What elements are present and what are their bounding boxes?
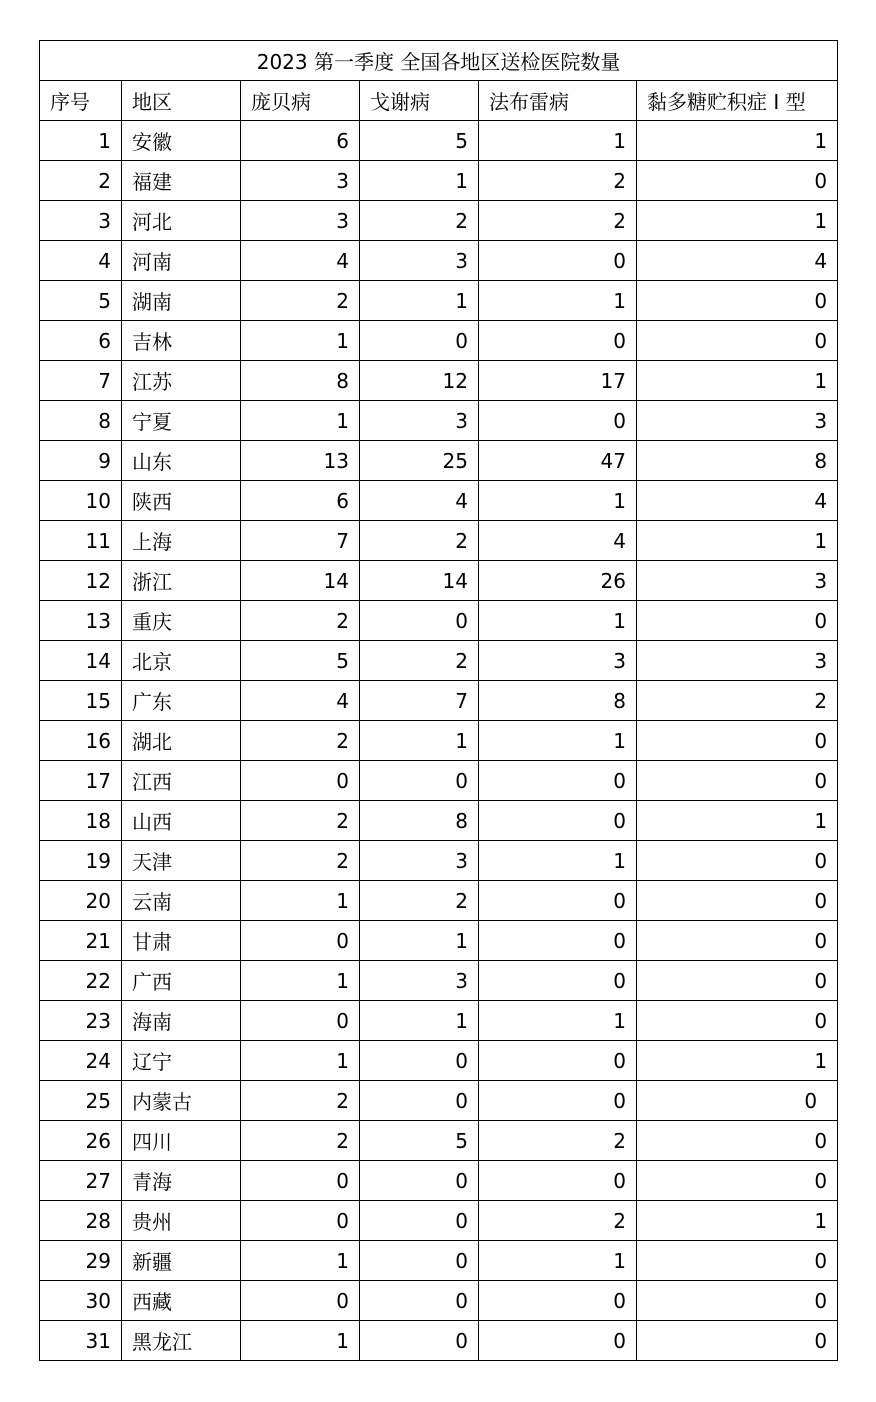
cell-gaucher: 3 bbox=[360, 401, 479, 441]
cell-mps-i: 0 bbox=[637, 1001, 838, 1041]
cell-pompe: 8 bbox=[241, 361, 360, 401]
hospital-count-table bbox=[39, 40, 838, 1361]
cell-gaucher: 7 bbox=[360, 681, 479, 721]
table-row bbox=[40, 1161, 838, 1201]
cell-mps-i: 0 bbox=[637, 161, 838, 201]
table-row bbox=[40, 761, 838, 801]
cell-region: 贵州 bbox=[122, 1201, 241, 1241]
column-header-index: 序号 bbox=[40, 81, 122, 121]
table-row bbox=[40, 641, 838, 681]
cell-mps-i: 2 bbox=[637, 681, 838, 721]
cell-pompe: 2 bbox=[241, 721, 360, 761]
table-row bbox=[40, 721, 838, 761]
table-row bbox=[40, 921, 838, 961]
header-row bbox=[40, 81, 838, 121]
cell-gaucher: 2 bbox=[360, 201, 479, 241]
cell-region: 新疆 bbox=[122, 1241, 241, 1281]
cell-mps-i: 1 bbox=[637, 1201, 838, 1241]
table-body bbox=[40, 121, 838, 1361]
cell-fabry: 0 bbox=[479, 961, 637, 1001]
cell-index: 27 bbox=[40, 1161, 122, 1201]
cell-pompe: 0 bbox=[241, 1281, 360, 1321]
table-row bbox=[40, 1281, 838, 1321]
cell-fabry: 0 bbox=[479, 921, 637, 961]
cell-gaucher: 1 bbox=[360, 281, 479, 321]
cell-region: 江西 bbox=[122, 761, 241, 801]
cell-index: 29 bbox=[40, 1241, 122, 1281]
cell-fabry: 1 bbox=[479, 1241, 637, 1281]
cell-index: 5 bbox=[40, 281, 122, 321]
cell-gaucher: 0 bbox=[360, 1081, 479, 1121]
cell-fabry: 0 bbox=[479, 321, 637, 361]
column-header-mps-i: 黏多糖贮积症 I 型 bbox=[637, 81, 838, 121]
cell-pompe: 3 bbox=[241, 201, 360, 241]
cell-gaucher: 0 bbox=[360, 601, 479, 641]
cell-gaucher: 0 bbox=[360, 1241, 479, 1281]
cell-fabry: 26 bbox=[479, 561, 637, 601]
cell-mps-i: 1 bbox=[637, 121, 838, 161]
cell-index: 28 bbox=[40, 1201, 122, 1241]
cell-mps-i: 1 bbox=[637, 1041, 838, 1081]
cell-gaucher: 2 bbox=[360, 521, 479, 561]
cell-pompe: 1 bbox=[241, 961, 360, 1001]
cell-gaucher: 0 bbox=[360, 1281, 479, 1321]
cell-gaucher: 3 bbox=[360, 961, 479, 1001]
table-row bbox=[40, 561, 838, 601]
cell-gaucher: 0 bbox=[360, 761, 479, 801]
cell-pompe: 2 bbox=[241, 1081, 360, 1121]
cell-mps-i: 0 bbox=[637, 281, 838, 321]
cell-pompe: 7 bbox=[241, 521, 360, 561]
cell-pompe: 13 bbox=[241, 441, 360, 481]
cell-pompe: 1 bbox=[241, 1241, 360, 1281]
cell-fabry: 3 bbox=[479, 641, 637, 681]
table-row bbox=[40, 321, 838, 361]
cell-index: 25 bbox=[40, 1081, 122, 1121]
table-row bbox=[40, 121, 838, 161]
cell-mps-i: 4 bbox=[637, 241, 838, 281]
table-row bbox=[40, 1081, 838, 1121]
cell-mps-i: 4 bbox=[637, 481, 838, 521]
table-row bbox=[40, 681, 838, 721]
column-header-region: 地区 bbox=[122, 81, 241, 121]
cell-pompe: 2 bbox=[241, 281, 360, 321]
cell-gaucher: 0 bbox=[360, 1161, 479, 1201]
cell-gaucher: 1 bbox=[360, 921, 479, 961]
cell-index: 14 bbox=[40, 641, 122, 681]
table-row bbox=[40, 1201, 838, 1241]
cell-pompe: 1 bbox=[241, 401, 360, 441]
cell-pompe: 1 bbox=[241, 881, 360, 921]
cell-mps-i: 3 bbox=[637, 641, 838, 681]
cell-index: 31 bbox=[40, 1321, 122, 1361]
cell-gaucher: 1 bbox=[360, 1001, 479, 1041]
cell-pompe: 2 bbox=[241, 601, 360, 641]
cell-fabry: 0 bbox=[479, 1321, 637, 1361]
cell-fabry: 2 bbox=[479, 1121, 637, 1161]
table-row bbox=[40, 521, 838, 561]
cell-fabry: 0 bbox=[479, 801, 637, 841]
cell-gaucher: 3 bbox=[360, 841, 479, 881]
cell-fabry: 1 bbox=[479, 601, 637, 641]
table-row bbox=[40, 201, 838, 241]
cell-gaucher: 3 bbox=[360, 241, 479, 281]
cell-gaucher: 25 bbox=[360, 441, 479, 481]
cell-pompe: 5 bbox=[241, 641, 360, 681]
title-row bbox=[40, 41, 838, 81]
table-row bbox=[40, 801, 838, 841]
cell-pompe: 1 bbox=[241, 321, 360, 361]
cell-fabry: 0 bbox=[479, 1081, 637, 1121]
column-header-pompe: 庞贝病 bbox=[241, 81, 360, 121]
cell-region: 宁夏 bbox=[122, 401, 241, 441]
cell-fabry: 47 bbox=[479, 441, 637, 481]
cell-fabry: 17 bbox=[479, 361, 637, 401]
cell-mps-i: 0 bbox=[637, 761, 838, 801]
cell-region: 江苏 bbox=[122, 361, 241, 401]
cell-region: 云南 bbox=[122, 881, 241, 921]
cell-pompe: 0 bbox=[241, 1201, 360, 1241]
table-title: 2023 第一季度 全国各地区送检医院数量 bbox=[40, 41, 838, 81]
cell-pompe: 1 bbox=[241, 1321, 360, 1361]
cell-region: 黑龙江 bbox=[122, 1321, 241, 1361]
cell-gaucher: 0 bbox=[360, 1321, 479, 1361]
cell-gaucher: 1 bbox=[360, 161, 479, 201]
cell-index: 21 bbox=[40, 921, 122, 961]
table-row bbox=[40, 441, 838, 481]
cell-index: 24 bbox=[40, 1041, 122, 1081]
cell-fabry: 0 bbox=[479, 1041, 637, 1081]
table-row bbox=[40, 481, 838, 521]
cell-pompe: 2 bbox=[241, 841, 360, 881]
cell-mps-i: 0 bbox=[637, 841, 838, 881]
cell-index: 16 bbox=[40, 721, 122, 761]
cell-gaucher: 5 bbox=[360, 121, 479, 161]
cell-region: 四川 bbox=[122, 1121, 241, 1161]
cell-pompe: 4 bbox=[241, 681, 360, 721]
cell-pompe: 0 bbox=[241, 1161, 360, 1201]
cell-index: 7 bbox=[40, 361, 122, 401]
table-row bbox=[40, 1241, 838, 1281]
table-row bbox=[40, 161, 838, 201]
cell-index: 2 bbox=[40, 161, 122, 201]
cell-region: 甘肃 bbox=[122, 921, 241, 961]
cell-region: 西藏 bbox=[122, 1281, 241, 1321]
cell-gaucher: 0 bbox=[360, 321, 479, 361]
cell-fabry: 4 bbox=[479, 521, 637, 561]
table-row bbox=[40, 1121, 838, 1161]
cell-region: 重庆 bbox=[122, 601, 241, 641]
table-row bbox=[40, 1321, 838, 1361]
cell-pompe: 6 bbox=[241, 121, 360, 161]
cell-gaucher: 14 bbox=[360, 561, 479, 601]
cell-mps-i: 3 bbox=[637, 561, 838, 601]
cell-fabry: 0 bbox=[479, 1281, 637, 1321]
column-header-gaucher: 戈谢病 bbox=[360, 81, 479, 121]
cell-pompe: 14 bbox=[241, 561, 360, 601]
cell-mps-i: 1 bbox=[637, 801, 838, 841]
cell-region: 青海 bbox=[122, 1161, 241, 1201]
cell-mps-i: 1 bbox=[637, 201, 838, 241]
cell-index: 6 bbox=[40, 321, 122, 361]
cell-index: 17 bbox=[40, 761, 122, 801]
cell-pompe: 3 bbox=[241, 161, 360, 201]
cell-gaucher: 4 bbox=[360, 481, 479, 521]
cell-pompe: 0 bbox=[241, 921, 360, 961]
cell-mps-i: 0 bbox=[637, 1241, 838, 1281]
table-row bbox=[40, 361, 838, 401]
cell-index: 26 bbox=[40, 1121, 122, 1161]
cell-region: 河南 bbox=[122, 241, 241, 281]
cell-mps-i: 0 bbox=[637, 721, 838, 761]
cell-region: 天津 bbox=[122, 841, 241, 881]
cell-fabry: 1 bbox=[479, 841, 637, 881]
cell-index: 4 bbox=[40, 241, 122, 281]
cell-region: 河北 bbox=[122, 201, 241, 241]
table-row bbox=[40, 881, 838, 921]
cell-fabry: 2 bbox=[479, 201, 637, 241]
cell-fabry: 0 bbox=[479, 1161, 637, 1201]
cell-pompe: 0 bbox=[241, 1001, 360, 1041]
cell-fabry: 0 bbox=[479, 761, 637, 801]
cell-region: 山西 bbox=[122, 801, 241, 841]
cell-mps-i: 0 bbox=[637, 921, 838, 961]
cell-mps-i: 0 bbox=[637, 1281, 838, 1321]
cell-region: 上海 bbox=[122, 521, 241, 561]
cell-index: 15 bbox=[40, 681, 122, 721]
cell-gaucher: 0 bbox=[360, 1041, 479, 1081]
cell-gaucher: 12 bbox=[360, 361, 479, 401]
cell-fabry: 8 bbox=[479, 681, 637, 721]
cell-pompe: 0 bbox=[241, 761, 360, 801]
table-row bbox=[40, 601, 838, 641]
cell-region: 广西 bbox=[122, 961, 241, 1001]
table-row bbox=[40, 841, 838, 881]
cell-fabry: 2 bbox=[479, 161, 637, 201]
cell-gaucher: 5 bbox=[360, 1121, 479, 1161]
cell-index: 13 bbox=[40, 601, 122, 641]
cell-fabry: 0 bbox=[479, 241, 637, 281]
cell-region: 湖南 bbox=[122, 281, 241, 321]
cell-pompe: 4 bbox=[241, 241, 360, 281]
table-row bbox=[40, 961, 838, 1001]
column-header-fabry: 法布雷病 bbox=[479, 81, 637, 121]
cell-index: 11 bbox=[40, 521, 122, 561]
cell-mps-i: 0 bbox=[637, 1081, 838, 1121]
cell-fabry: 1 bbox=[479, 1001, 637, 1041]
cell-fabry: 1 bbox=[479, 481, 637, 521]
cell-pompe: 1 bbox=[241, 1041, 360, 1081]
cell-pompe: 6 bbox=[241, 481, 360, 521]
cell-mps-i: 0 bbox=[637, 881, 838, 921]
cell-mps-i: 0 bbox=[637, 321, 838, 361]
cell-gaucher: 2 bbox=[360, 641, 479, 681]
cell-region: 内蒙古 bbox=[122, 1081, 241, 1121]
cell-fabry: 1 bbox=[479, 121, 637, 161]
table-row bbox=[40, 241, 838, 281]
cell-region: 海南 bbox=[122, 1001, 241, 1041]
cell-mps-i: 0 bbox=[637, 961, 838, 1001]
cell-index: 10 bbox=[40, 481, 122, 521]
cell-index: 30 bbox=[40, 1281, 122, 1321]
cell-region: 吉林 bbox=[122, 321, 241, 361]
table-row bbox=[40, 1001, 838, 1041]
cell-index: 18 bbox=[40, 801, 122, 841]
cell-mps-i: 0 bbox=[637, 1161, 838, 1201]
cell-region: 北京 bbox=[122, 641, 241, 681]
cell-region: 辽宁 bbox=[122, 1041, 241, 1081]
cell-fabry: 1 bbox=[479, 721, 637, 761]
cell-mps-i: 1 bbox=[637, 521, 838, 561]
cell-region: 福建 bbox=[122, 161, 241, 201]
cell-fabry: 1 bbox=[479, 281, 637, 321]
table-row bbox=[40, 401, 838, 441]
cell-pompe: 2 bbox=[241, 801, 360, 841]
cell-index: 23 bbox=[40, 1001, 122, 1041]
cell-index: 1 bbox=[40, 121, 122, 161]
cell-index: 9 bbox=[40, 441, 122, 481]
cell-region: 陕西 bbox=[122, 481, 241, 521]
cell-fabry: 2 bbox=[479, 1201, 637, 1241]
cell-mps-i: 3 bbox=[637, 401, 838, 441]
cell-gaucher: 1 bbox=[360, 721, 479, 761]
table-row bbox=[40, 281, 838, 321]
cell-pompe: 2 bbox=[241, 1121, 360, 1161]
cell-gaucher: 2 bbox=[360, 881, 479, 921]
cell-index: 8 bbox=[40, 401, 122, 441]
cell-mps-i: 8 bbox=[637, 441, 838, 481]
cell-index: 3 bbox=[40, 201, 122, 241]
cell-index: 19 bbox=[40, 841, 122, 881]
cell-mps-i: 1 bbox=[637, 361, 838, 401]
table-row bbox=[40, 1041, 838, 1081]
cell-index: 12 bbox=[40, 561, 122, 601]
cell-fabry: 0 bbox=[479, 401, 637, 441]
cell-region: 湖北 bbox=[122, 721, 241, 761]
cell-mps-i: 0 bbox=[637, 601, 838, 641]
cell-region: 山东 bbox=[122, 441, 241, 481]
cell-region: 广东 bbox=[122, 681, 241, 721]
cell-mps-i: 0 bbox=[637, 1121, 838, 1161]
cell-region: 安徽 bbox=[122, 121, 241, 161]
cell-fabry: 0 bbox=[479, 881, 637, 921]
cell-gaucher: 8 bbox=[360, 801, 479, 841]
cell-gaucher: 0 bbox=[360, 1201, 479, 1241]
cell-index: 20 bbox=[40, 881, 122, 921]
cell-region: 浙江 bbox=[122, 561, 241, 601]
cell-mps-i: 0 bbox=[637, 1321, 838, 1361]
cell-index: 22 bbox=[40, 961, 122, 1001]
